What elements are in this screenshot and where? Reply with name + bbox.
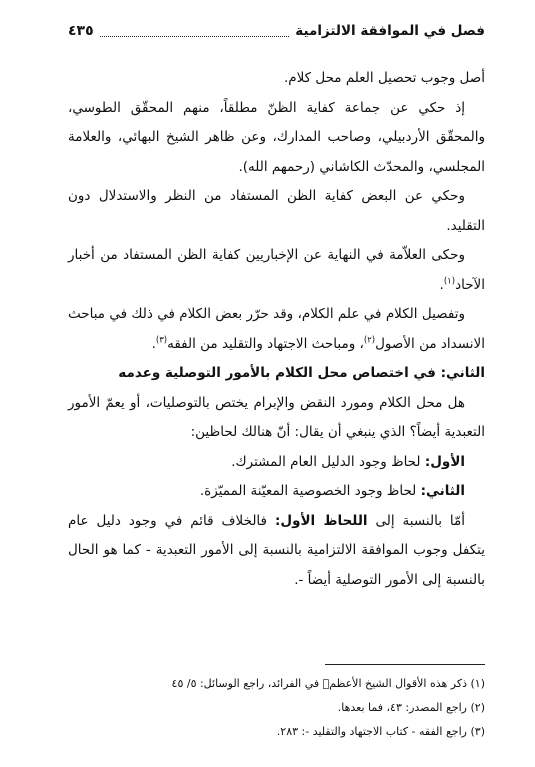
paragraph-2: إذ حكي عن جماعة كفاية الظنّ مطلقاً، منهم المحقّق الطوسي، والمحقّق الأردبيلي، وصاحب المدارك، وعن ظاهر الشيخ البهائي، والعلامة المجلسي، والمحدّث الكاشاني (رحمهم الله). bbox=[68, 99, 485, 175]
paragraph-8-label: الثاني: bbox=[420, 483, 465, 499]
page-number: ٤٣٥ bbox=[68, 23, 94, 39]
paragraph-9-text: فالخلاف قائم في وجود دليل عام يتكفل وجوب الموافقة الالتزامية بالنسبة إلى الأمور التعبدية - كما هو الحال بالنسبة إلى الأمور التوصلية أيضاً -. bbox=[68, 512, 485, 588]
running-title: فصل في الموافقة الالتزامية bbox=[295, 23, 485, 39]
footnote-2: (٢) راجع المصدر: ٤٣، فما بعدها. bbox=[337, 701, 485, 714]
paragraph-1: أصل وجوب تحصيل العلم محل كلام. bbox=[283, 70, 485, 86]
paragraph-9-pre: أمّا بالنسبة إلى bbox=[367, 512, 465, 529]
main-text bbox=[68, 64, 485, 595]
paragraph-5-text-a: وتفصيل الكلام في علم الكلام، وقد حرّر بعض الكلام في ذلك في مباحث الانسداد من الأصول bbox=[68, 306, 485, 352]
section-heading: الثاني: في اختصاص محل الكلام بالأمور التوصلية وعدمه bbox=[118, 365, 485, 381]
footnote-ref-1[interactable]: (١) bbox=[443, 276, 456, 286]
footnote-separator bbox=[325, 664, 485, 665]
footnote-ref-2[interactable]: (٢) bbox=[363, 335, 376, 345]
footnote-3: (٣) راجع الفقه - كتاب الاجتهاد والتقليد -: ٢٨٣. bbox=[276, 725, 485, 738]
paragraph-6: هل محل الكلام ومورد النقض والإبرام يختص بالتوصليات، أو يعمّ الأمور التعبدية أيضاً؟ الذي ينبغي أن يقال: أنّ هنالك لحاظين: bbox=[68, 394, 485, 440]
paragraph-9 bbox=[68, 507, 485, 596]
paragraph-8 bbox=[68, 477, 485, 507]
paragraph-5 bbox=[68, 300, 485, 359]
paragraph-4-text: وحكى العلاّمة في النهاية عن الإخباريين كفاية الظن المستفاد من أخبار الآحاد bbox=[68, 247, 485, 293]
paragraph-7-label: الأول: bbox=[424, 453, 465, 470]
footnotes bbox=[68, 672, 485, 744]
footnote-1: (١) ذكر هذه الأقوال الشيخ الأعظمۖ في الفرائد، راجع الوسائل: ٥/ ٤٥ bbox=[171, 677, 485, 690]
footnote-ref-3[interactable]: (٣) bbox=[155, 335, 168, 345]
running-header bbox=[68, 18, 485, 44]
paragraph-9-label: اللحاظ الأول: bbox=[274, 512, 368, 529]
paragraph-5-end: . bbox=[151, 335, 156, 352]
paragraph-7-text: لحاظ وجود الدليل العام المشترك. bbox=[231, 453, 425, 470]
dotted-leader bbox=[100, 26, 290, 37]
paragraph-4-end: . bbox=[439, 276, 444, 293]
paragraph-5-text-b: ، ومباحث الاجتهاد والتقليد من الفقه bbox=[167, 335, 364, 352]
paragraph-4 bbox=[68, 241, 485, 300]
paragraph-7 bbox=[68, 448, 485, 478]
paragraph-8-text: لحاظ وجود الخصوصية المعيّنة المميّزة. bbox=[199, 483, 421, 499]
paragraph-3: وحكي عن البعض كفاية الظن المستفاد من النظر والاستدلال دون التقليد. bbox=[68, 188, 485, 234]
